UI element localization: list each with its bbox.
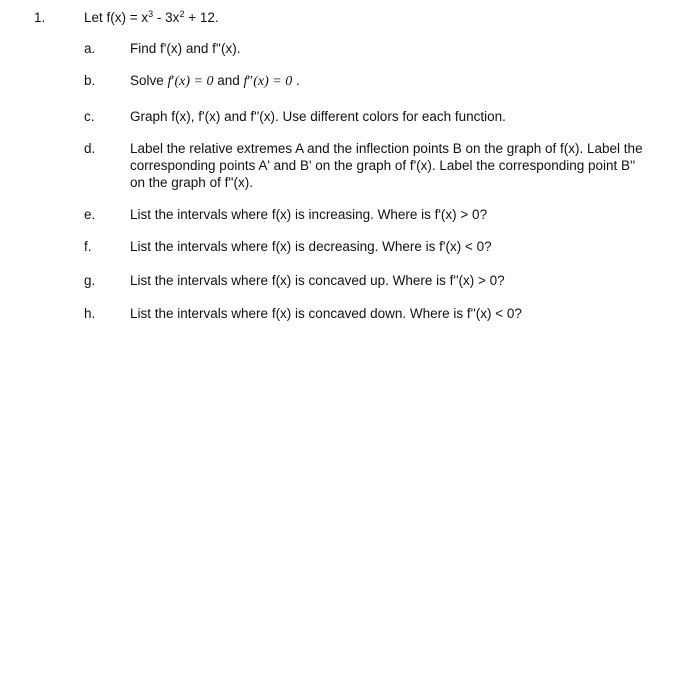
part-letter: h. [84, 306, 96, 321]
part-letter: e. [84, 207, 96, 222]
part-letter: c. [84, 109, 95, 124]
solve-prefix: Solve [130, 73, 168, 88]
part-letter: d. [84, 141, 96, 156]
part-letter: f. [84, 239, 92, 254]
part-text: List the intervals where f(x) is concaved up. Where is f''(x) > 0? [130, 273, 505, 288]
equation-second-derivative [244, 74, 293, 89]
stem-exponent-cubed: 3 [148, 9, 154, 19]
eq2-prime: ″ [247, 74, 254, 89]
eq2-function: f [243, 74, 248, 89]
stem-exponent-squared: 2 [179, 9, 185, 19]
part-text: Graph f(x), f'(x) and f''(x). Use different colors for each function. [130, 109, 506, 124]
part-text: List the intervals where f(x) is concaved down. Where is f''(x) < 0? [130, 306, 522, 321]
problem-stem [84, 9, 219, 27]
part-text: Label the relative extremes A and the inflection points B on the graph of f(x). Label the corresponding points A' and B' on the graph of f'(x). Label the corresponding point B'' on the graph of f''(x). [130, 141, 643, 190]
stem-prefix: Let f(x) = x [84, 10, 149, 25]
part-letter: b. [84, 73, 96, 88]
stem-suffix: + 12. [184, 10, 219, 25]
part-text [130, 72, 645, 90]
eq1-prime: ′ [171, 74, 175, 89]
part-text: Find f'(x) and f''(x). [130, 41, 241, 56]
part-text: List the intervals where f(x) is increasing. Where is f'(x) > 0? [130, 207, 488, 222]
eq2-rest: (x) = 0 [253, 74, 293, 89]
solve-suffix: . [292, 73, 300, 88]
part-letter: a. [84, 41, 96, 56]
part-letter: g. [84, 273, 96, 288]
equation-first-derivative [168, 74, 214, 89]
and-text: and [213, 73, 244, 88]
problem-number: 1. [34, 10, 46, 25]
eq1-rest: (x) = 0 [174, 74, 214, 89]
part-text: List the intervals where f(x) is decreasing. Where is f'(x) < 0? [130, 239, 492, 254]
eq1-function: f [167, 74, 172, 89]
stem-middle: - 3x [153, 10, 180, 25]
